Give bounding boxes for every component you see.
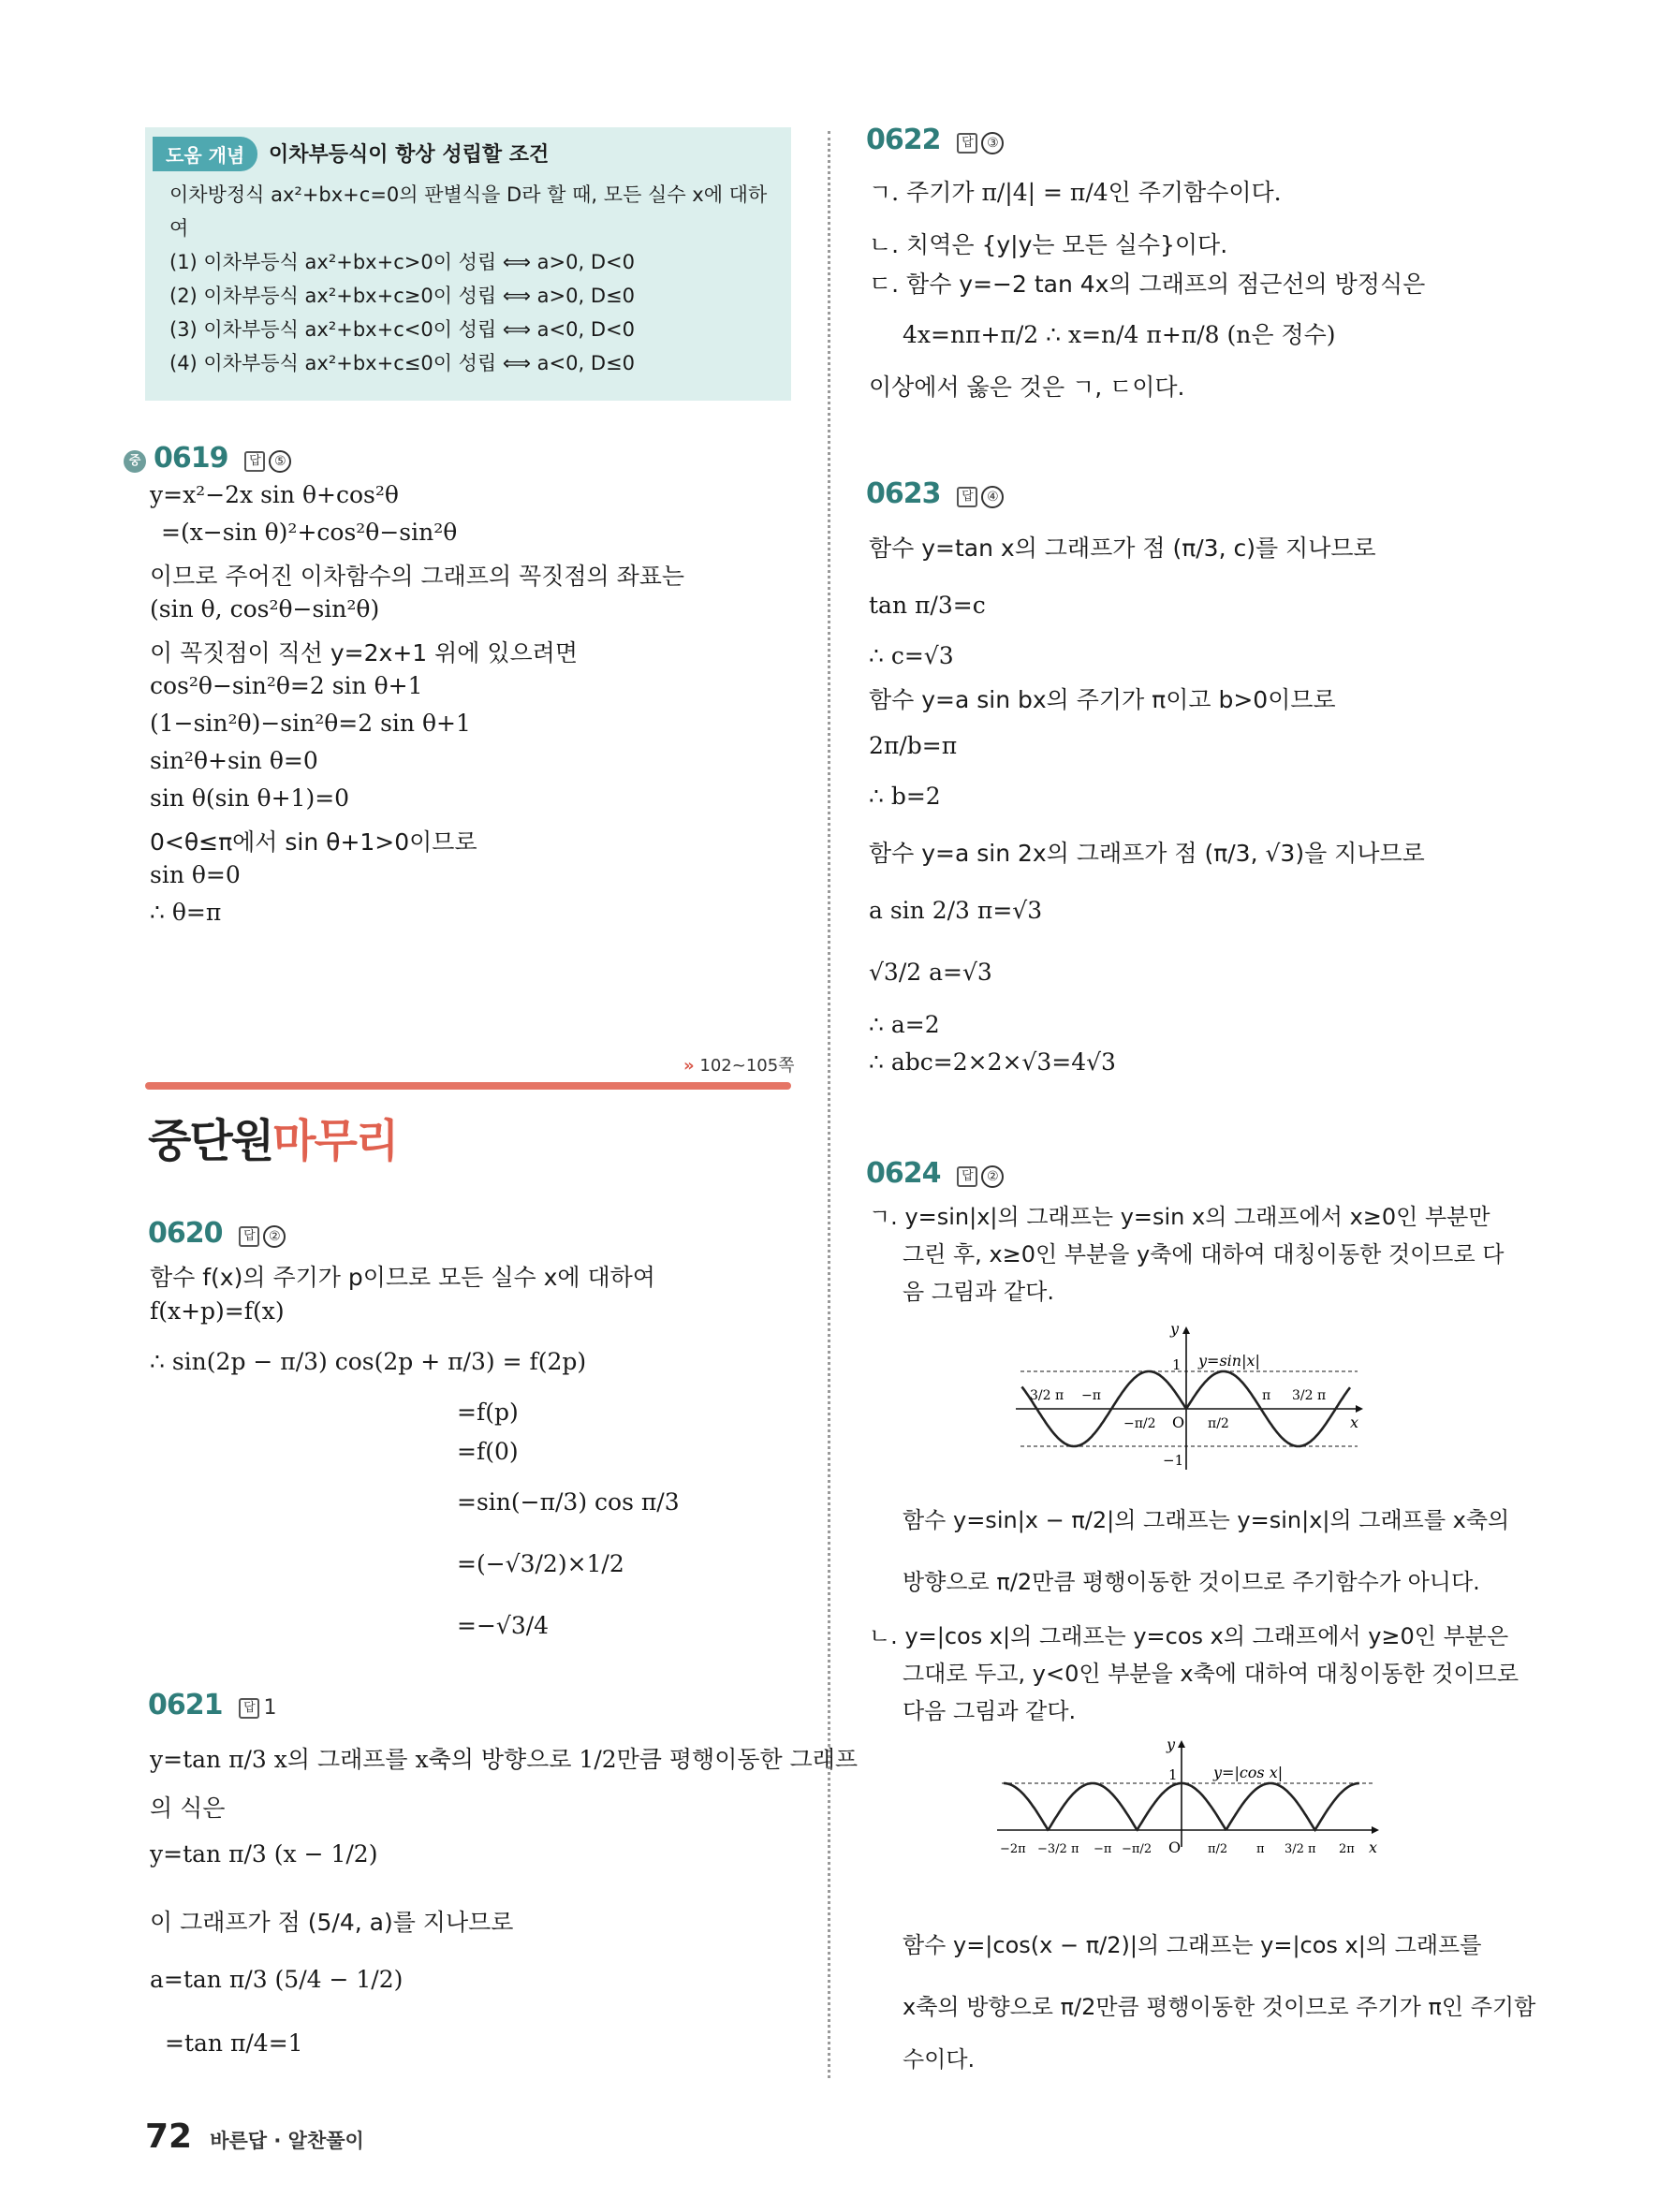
answer-value: ⑤	[269, 450, 291, 473]
tick-neg-pi: −π	[1094, 1842, 1112, 1856]
tick-3pi2: 3/2 π	[1285, 1842, 1316, 1856]
concept-line: (1) 이차부등식 ax²+bx+c>0이 성립 ⟺ a>0, D<0	[169, 251, 635, 273]
problem-0623-header	[866, 477, 1004, 510]
problem-0621-header	[148, 1689, 276, 1721]
solution-line: 이므로 주어진 이차함수의 그래프의 꼭짓점의 좌표는	[150, 563, 685, 590]
book-label: 바른답 · 알찬풀이	[210, 2130, 364, 2152]
tick-pi2: π/2	[1208, 1842, 1228, 1856]
problem-number: 0622	[866, 124, 941, 156]
answer	[239, 1224, 286, 1248]
solution-line: cos²θ−sin²θ=2 sin θ+1	[150, 672, 423, 699]
solution-line: ∴ θ=π	[150, 899, 222, 926]
answer	[957, 131, 1004, 154]
answer	[957, 485, 1004, 508]
solution-line: 이상에서 옳은 것은 ㄱ, ㄷ이다.	[869, 374, 1185, 401]
tick-neg-one: −1	[1163, 1452, 1184, 1469]
answer-icon: 답	[239, 1226, 259, 1247]
solution-line: ㄷ. 함수 y=−2 tan 4x의 그래프의 점근선의 방정식은	[869, 271, 1426, 298]
level-badge: 중	[124, 450, 146, 473]
solution-line: 의 식은	[150, 1795, 226, 1822]
graph-abs-cos	[992, 1736, 1386, 1868]
page-reference: » 102~105쪽	[683, 1056, 795, 1076]
concept-line: 여	[169, 217, 189, 240]
origin-label: O	[1172, 1414, 1185, 1431]
solution-line: =−√3/4	[457, 1612, 550, 1639]
solution-line: 함수 f(x)의 주기가 p이므로 모든 실수 x에 대하여	[150, 1264, 655, 1291]
answer-icon: 답	[239, 1698, 259, 1719]
solution-line: 방향으로 π/2만큼 평행이동한 것이므로 주기함수가 아니다.	[903, 1569, 1480, 1595]
problem-number: 0623	[866, 477, 941, 510]
solution-line: 그대로 두고, y<0인 부분을 x축에 대하여 대칭이동한 것이므로	[903, 1661, 1520, 1687]
answer	[244, 449, 291, 473]
solution-line: ∴ sin(2p − π/3) cos(2p + π/3) = f(2p)	[150, 1348, 587, 1375]
solution-line: a sin 2/3 π=√3	[869, 897, 1043, 924]
solution-line: 0<θ≤π에서 sin θ+1>0이므로	[150, 828, 477, 856]
solution-line: 2π/b=π	[869, 732, 958, 759]
solution-line: sin θ=0	[150, 861, 241, 888]
concept-box	[145, 127, 791, 401]
concept-body	[169, 178, 769, 380]
solution-line: 함수 y=a sin 2x의 그래프가 점 (π/3, √3)을 지나므로	[869, 840, 1425, 867]
solution-line: 4x=nπ+π/2 ∴ x=n/4 π+π/8 (n은 정수)	[903, 321, 1336, 348]
solution-line: 함수 y=|cos(x − π/2)|의 그래프는 y=|cos x|의 그래프를	[903, 1932, 1482, 1958]
concept-tag: 도움 개념	[153, 137, 257, 171]
solution-line: =(−√3/2)×1/2	[457, 1550, 624, 1577]
solution-line: =sin(−π/3) cos π/3	[457, 1488, 680, 1516]
solution-line: tan π/3=c	[869, 592, 986, 619]
function-label: y=|cos x|	[1213, 1764, 1284, 1781]
page-number: 72	[145, 2117, 193, 2156]
tick-2pi: 2π	[1339, 1842, 1355, 1856]
solution-line: ∴ c=√3	[869, 642, 954, 669]
solution-line: ∴ abc=2×2×√3=4√3	[869, 1048, 1116, 1076]
solution-line: 이 그래프가 점 (5/4, a)를 지나므로	[150, 1909, 514, 1936]
answer-icon: 답	[244, 451, 265, 472]
axis-label-y: y	[1167, 1736, 1176, 1753]
answer-icon: 답	[957, 1166, 977, 1187]
answer	[239, 1696, 276, 1720]
axis-label-x: x	[1350, 1414, 1359, 1431]
problem-0622-header	[866, 124, 1004, 156]
tick-neg-pi2: −π/2	[1123, 1416, 1156, 1431]
answer-value: ③	[981, 132, 1004, 154]
tick-pi: π	[1262, 1388, 1271, 1403]
answer-value: ②	[981, 1165, 1004, 1188]
solution-line: (1−sin²θ)−sin²θ=2 sin θ+1	[150, 710, 471, 737]
solution-line: y=tan π/3 (x − 1/2)	[150, 1840, 378, 1868]
axis-label-x: x	[1369, 1838, 1378, 1856]
tick-3pi2: 3/2 π	[1292, 1388, 1327, 1403]
solution-line: ㄱ. 주기가 π/|4| = π/4인 주기함수이다.	[869, 179, 1282, 206]
solution-line: a=tan π/3 (5/4 − 1/2)	[150, 1966, 404, 1993]
solution-line: 다음 그림과 같다.	[903, 1698, 1077, 1724]
solution-line: y=tan π/3 x의 그래프를 x축의 방향으로 1/2만큼 평행이동한 그래프	[150, 1746, 859, 1773]
solution-line: sin²θ+sin θ=0	[150, 747, 318, 774]
problem-number: 0621	[148, 1689, 223, 1721]
problem-0620-header	[148, 1217, 286, 1250]
tick-pi2: π/2	[1208, 1416, 1229, 1431]
solution-line: √3/2 a=√3	[869, 959, 992, 986]
solution-line: 함수 y=a sin bx의 주기가 π이고 b>0이므로	[869, 686, 1336, 713]
solution-line: 그린 후, x≥0인 부분을 y축에 대하여 대칭이동한 것이므로 다	[903, 1241, 1505, 1267]
origin-label: O	[1168, 1838, 1182, 1856]
tick-neg-2pi: −2π	[1000, 1842, 1026, 1856]
solution-line: ㄱ. y=sin|x|의 그래프는 y=sin x의 그래프에서 x≥0인 부분만	[869, 1204, 1490, 1230]
tick-neg-3pi2: −3/2 π	[1037, 1842, 1079, 1856]
solution-line: ㄴ. y=|cos x|의 그래프는 y=cos x의 그래프에서 y≥0인 부분은	[869, 1623, 1509, 1649]
solution-line: 이 꼭짓점이 직선 y=2x+1 위에 있으려면	[150, 639, 578, 667]
tick-neg-pi: −π	[1081, 1388, 1101, 1403]
answer-value: ②	[263, 1225, 286, 1248]
problem-0624-header	[866, 1157, 1004, 1190]
column-divider	[828, 131, 830, 2078]
problem-number: 0619	[153, 442, 228, 475]
section-bar	[145, 1082, 791, 1090]
solution-line: =f(p)	[457, 1399, 519, 1426]
tick-neg-3pi2: 3/2 π	[1030, 1388, 1064, 1403]
concept-line: 이차방정식 ax²+bx+c=0의 판별식을 D라 할 때, 모든 실수 x에 대하	[169, 183, 768, 206]
answer-value: ④	[981, 486, 1004, 508]
answer	[957, 1165, 1004, 1188]
axis-label-y: y	[1170, 1320, 1180, 1338]
tick-neg-pi2: −π/2	[1122, 1842, 1152, 1856]
problem-0619-header	[124, 442, 291, 475]
concept-title: 이차부등식이 항상 성립할 조건	[269, 143, 550, 167]
page-footer	[145, 2117, 364, 2156]
solution-line: 수이다.	[903, 2046, 976, 2073]
concept-line: (3) 이차부등식 ax²+bx+c<0이 성립 ⟺ a<0, D<0	[169, 318, 635, 341]
solution-line: 함수 y=sin|x − π/2|의 그래프는 y=sin|x|의 그래프를 x축의	[903, 1507, 1510, 1533]
solution-line: 음 그림과 같다.	[903, 1279, 1054, 1305]
solution-line: ∴ a=2	[869, 1011, 940, 1038]
solution-line: f(x+p)=f(x)	[150, 1297, 285, 1325]
answer-icon: 답	[957, 133, 977, 154]
tick-one: 1	[1172, 1356, 1182, 1373]
solution-line: x축의 방향으로 π/2만큼 평행이동한 것이므로 주기가 π인 주기함	[903, 1994, 1536, 2020]
solution-line: =tan π/4=1	[165, 2029, 303, 2057]
solution-line: sin θ(sin θ+1)=0	[150, 784, 350, 812]
answer-value: 1	[263, 1696, 277, 1720]
solution-line: ∴ b=2	[869, 783, 941, 810]
problem-number: 0620	[148, 1217, 223, 1250]
solution-line: ㄴ. 치역은 {y|y는 모든 실수}이다.	[869, 231, 1228, 258]
solution-line: y=x²−2x sin θ+cos²θ	[150, 481, 399, 508]
problem-number: 0624	[866, 1157, 941, 1190]
solution-line: =f(0)	[457, 1438, 519, 1465]
answer-icon: 답	[957, 487, 977, 507]
concept-line: (2) 이차부등식 ax²+bx+c≥0이 성립 ⟺ a>0, D≤0	[169, 285, 635, 307]
solution-line: =(x−sin θ)²+cos²θ−sin²θ	[161, 519, 458, 546]
section-title: 중단원마무리	[148, 1115, 398, 1167]
solution-line: (sin θ, cos²θ−sin²θ)	[150, 595, 380, 623]
tick-one: 1	[1168, 1766, 1178, 1783]
tick-pi: π	[1256, 1842, 1265, 1856]
function-label: y=sin|x|	[1198, 1352, 1260, 1370]
graph-sin-abs	[1011, 1315, 1367, 1474]
concept-line: (4) 이차부등식 ax²+bx+c≤0이 성립 ⟺ a<0, D≤0	[169, 352, 635, 374]
solution-line: 함수 y=tan x의 그래프가 점 (π/3, c)를 지나므로	[869, 535, 1376, 562]
